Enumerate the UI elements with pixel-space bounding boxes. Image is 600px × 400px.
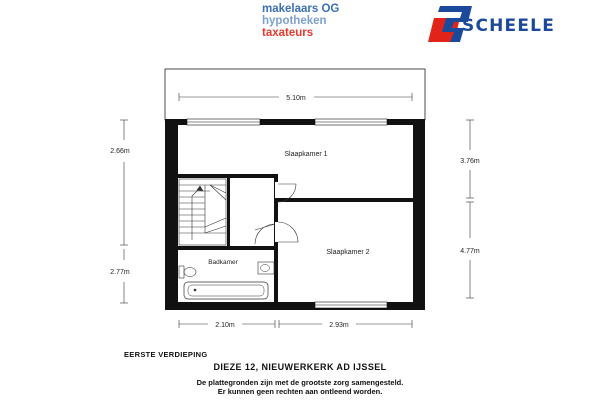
- window-top-right: [315, 119, 387, 125]
- logo-wordmark: SCHEELE: [462, 16, 556, 36]
- floor-label: EERSTE VERDIEPING: [124, 350, 208, 359]
- dim-label-width: 5.10m: [286, 95, 306, 102]
- door-swing-bedroom2: [278, 222, 298, 242]
- dimension-right: [466, 120, 474, 298]
- address-title: DIEZE 12, NIEUWERKERK AD IJSSEL: [213, 362, 387, 372]
- brand-line-taxateurs: taxateurs: [262, 27, 314, 39]
- dim-label-bottom-left: 2.10m: [215, 322, 235, 329]
- dim-label-left-top: 2.66m: [110, 148, 130, 155]
- brand-line-hypotheken: hypotheken: [262, 15, 327, 27]
- dimension-bottom: [179, 320, 412, 328]
- dim-label-right-top: 3.76m: [460, 158, 480, 165]
- outer-walls: [165, 119, 425, 310]
- staircase: [179, 179, 226, 245]
- disclaimer-line-2: Er kunnen geen rechten aan ontleend worden.: [217, 387, 383, 396]
- dim-label-bottom-right: 2.93m: [329, 322, 349, 329]
- disclaimer-line-1: De plattegronden zijn met de grootste zorg samengesteld.: [196, 378, 404, 387]
- room-label-slaapkamer-2: Slaapkamer 2: [326, 249, 370, 256]
- window-bottom: [315, 302, 387, 308]
- room-label-slaapkamer-1: Slaapkamer 1: [284, 151, 328, 158]
- brand-line-makelaars: makelaars OG: [262, 3, 340, 15]
- door-swing-bathroom: [255, 224, 275, 244]
- room-label-badkamer: Badkamer: [208, 259, 238, 266]
- bathtub: [184, 282, 268, 299]
- window-top-left: [187, 119, 260, 125]
- washbasin: [258, 262, 274, 274]
- toilet: [179, 266, 196, 278]
- dim-label-left-bottom: 2.77m: [110, 269, 130, 276]
- dim-label-right-bottom: 4.77m: [460, 248, 480, 255]
